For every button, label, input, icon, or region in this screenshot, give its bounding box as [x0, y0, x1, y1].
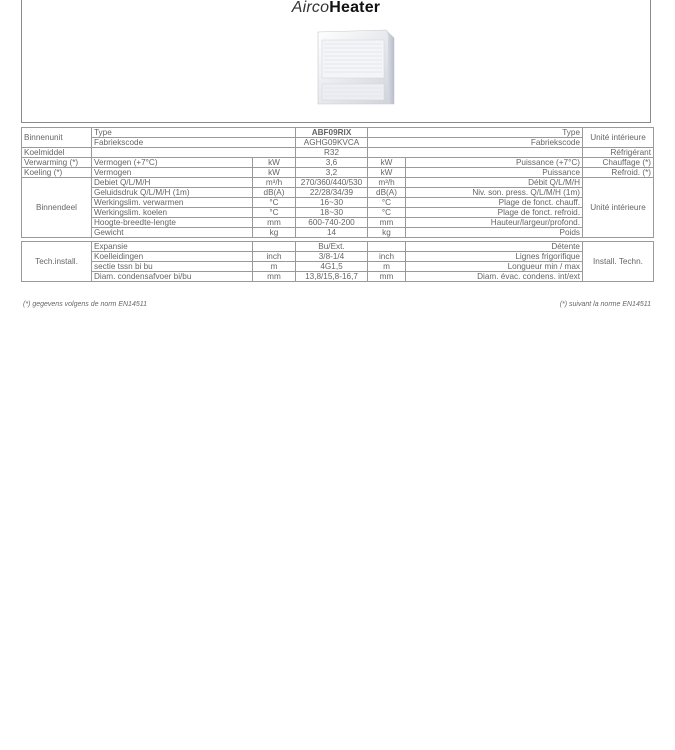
spec-label-nl: Hoogte-breedte-lengte	[92, 218, 253, 228]
heating-unit: kW	[253, 158, 296, 168]
spec-label-fr: Diam. évac. condens. int/ext	[406, 272, 583, 282]
table-row	[22, 188, 654, 198]
spec-unit-fr: mm	[368, 218, 406, 228]
footnote-fr: (*) suivant la norme EN14511	[559, 301, 651, 308]
product-header-box	[21, 0, 651, 123]
code-label-fr: Fabriekscode	[368, 138, 583, 148]
spec-label-nl: Werkingslim. verwarmen	[92, 198, 253, 208]
table-row	[22, 128, 654, 138]
refrigerant-label-nl: Koelmiddel	[22, 148, 92, 158]
empty-cell	[92, 148, 296, 158]
table-row	[22, 262, 654, 272]
spec-unit-fr	[368, 242, 406, 252]
table-row	[22, 228, 654, 238]
spec-unit-fr: m³/h	[368, 178, 406, 188]
heating-group-nl: Verwarming (*)	[22, 158, 92, 168]
spec-unit-fr: kg	[368, 228, 406, 238]
spec-label-fr: Détente	[406, 242, 583, 252]
code-label-nl: Fabriekscode	[92, 138, 296, 148]
footnote-nl: (*) gegevens volgens de norm EN14511	[23, 301, 148, 308]
refrigerant-label-fr: Réfrigérant	[583, 148, 654, 158]
product-image	[306, 28, 398, 106]
table-row	[22, 218, 654, 228]
spec-label-nl: Debiet Q/L/M/H	[92, 178, 253, 188]
spec-unit: m³/h	[253, 178, 296, 188]
spec-unit: m	[253, 262, 296, 272]
heating-capacity-value: 3,6	[296, 158, 368, 168]
table-row	[22, 178, 654, 188]
cooling-unit: kW	[253, 168, 296, 178]
spec-value: 3/8-1/4	[296, 252, 368, 262]
spec-unit: dB(A)	[253, 188, 296, 198]
spec-label-nl: Expansie	[92, 242, 253, 252]
group-label-techinstall: Tech.install.	[22, 242, 92, 282]
spec-label-fr: Poids	[406, 228, 583, 238]
brand-bold: Heater	[329, 0, 381, 16]
spec-value: 4G1,5	[296, 262, 368, 272]
spec-label-nl: Geluidsdruk Q/L/M/H (1m)	[92, 188, 253, 198]
heating-group-fr: Chauffage (*)	[583, 158, 654, 168]
spec-label-nl: Werkingslim. koelen	[92, 208, 253, 218]
cooling-label-nl: Vermogen	[92, 168, 253, 178]
table-row	[22, 252, 654, 262]
type-label-nl: Type	[92, 128, 296, 138]
spec-value: Bu/Ext.	[296, 242, 368, 252]
spec-label-fr: Niv. son. press. Q/L/M/H (1m)	[406, 188, 583, 198]
spec-table	[21, 127, 654, 282]
cooling-label-fr: Puissance	[406, 168, 583, 178]
group-label-unite-interieure: Unité intérieure	[583, 128, 654, 148]
spec-value: 18~30	[296, 208, 368, 218]
group-label-binnenunit: Binnenunit	[22, 128, 92, 148]
heating-label-fr: Puissance (+7°C)	[406, 158, 583, 168]
spec-unit-fr: mm	[368, 272, 406, 282]
brand-logo	[22, 0, 650, 17]
spec-value: 600-740-200	[296, 218, 368, 228]
spec-label-fr: Plage de fonct. chauff.	[406, 198, 583, 208]
spec-unit: kg	[253, 228, 296, 238]
spec-label-fr: Plage de fonct. refroid.	[406, 208, 583, 218]
cooling-capacity-value: 3,2	[296, 168, 368, 178]
table-row	[22, 272, 654, 282]
spec-unit-fr: inch	[368, 252, 406, 262]
spec-unit: °C	[253, 198, 296, 208]
cooling-group-nl: Koeling (*)	[22, 168, 92, 178]
group-label-binnendeel: Binnendeel	[22, 178, 92, 238]
spec-unit	[253, 242, 296, 252]
spec-unit: mm	[253, 272, 296, 282]
brand-thin: Airco	[291, 0, 330, 16]
table-row	[22, 158, 654, 168]
spec-label-fr: Débit Q/L/M/H	[406, 178, 583, 188]
group-label-install-techn: Install. Techn.	[583, 242, 654, 282]
spec-value: 270/360/440/530	[296, 178, 368, 188]
table-row	[22, 148, 654, 158]
spec-label-fr: Longueur min / max	[406, 262, 583, 272]
spec-label-nl: sectie tssn bi bu	[92, 262, 253, 272]
spec-label-nl: Gewicht	[92, 228, 253, 238]
type-label-fr: Type	[368, 128, 583, 138]
spec-unit-fr: dB(A)	[368, 188, 406, 198]
table-row	[22, 168, 654, 178]
heating-unit-fr: kW	[368, 158, 406, 168]
heating-label-nl: Vermogen (+7°C)	[92, 158, 253, 168]
spec-value: 13,8/15,8-16,7	[296, 272, 368, 282]
empty-cell	[368, 148, 583, 158]
spec-value: 22/28/34/39	[296, 188, 368, 198]
spec-value: 16~30	[296, 198, 368, 208]
refrigerant-value: R32	[296, 148, 368, 158]
spec-unit-fr: °C	[368, 198, 406, 208]
spec-unit: mm	[253, 218, 296, 228]
factory-code-value: AGHG09KVCA	[296, 138, 368, 148]
spec-label-nl: Koelleidingen	[92, 252, 253, 262]
spec-label-fr: Lignes frigorifique	[406, 252, 583, 262]
spec-label-fr: Hauteur/largeur/profond.	[406, 218, 583, 228]
spec-unit: °C	[253, 208, 296, 218]
cooling-group-fr: Refroid. (*)	[583, 168, 654, 178]
group-label-unite-interieure-2: Unité intérieure	[583, 178, 654, 238]
spec-label-nl: Diam. condensafvoer bi/bu	[92, 272, 253, 282]
spec-unit: inch	[253, 252, 296, 262]
table-row	[22, 242, 654, 252]
cooling-unit-fr: kW	[368, 168, 406, 178]
table-row	[22, 208, 654, 218]
table-row	[22, 198, 654, 208]
spec-unit-fr: m	[368, 262, 406, 272]
spec-value: 14	[296, 228, 368, 238]
spec-unit-fr: °C	[368, 208, 406, 218]
table-row	[22, 138, 654, 148]
model-type-value: ABF09RIX	[296, 128, 368, 138]
